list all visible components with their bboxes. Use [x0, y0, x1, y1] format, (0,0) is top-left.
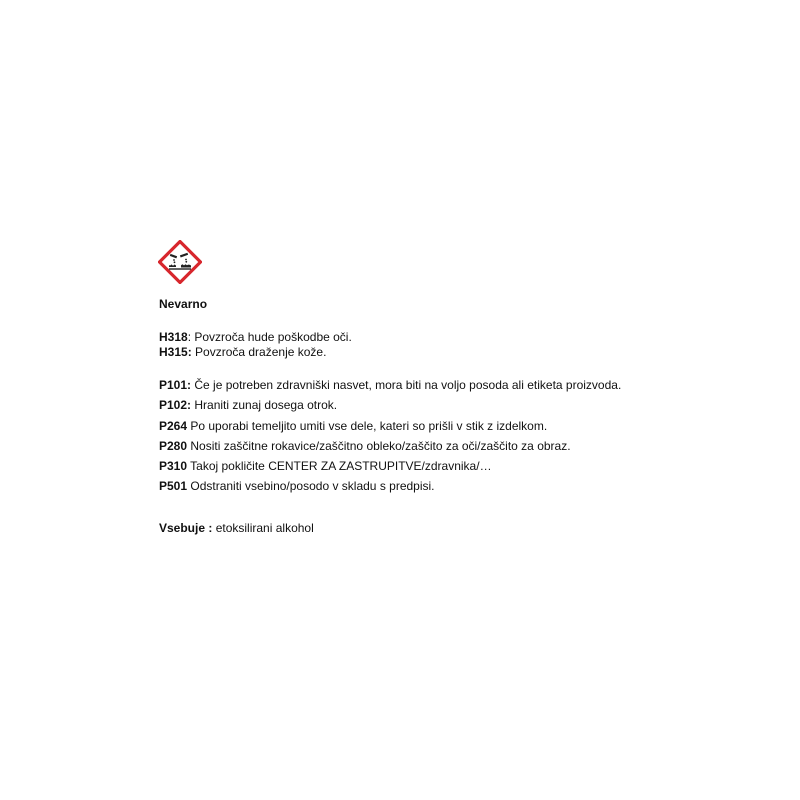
statement-code: P264	[159, 418, 188, 433]
precautionary-statement-p264	[159, 419, 719, 434]
hazard-statement-h315	[159, 345, 719, 360]
hazard-statements	[159, 330, 719, 360]
precautionary-statement-p310	[159, 459, 719, 474]
statement-text: Povzroča hude poškodbe oči.	[194, 330, 352, 344]
statement-text: Odstraniti vsebino/posodo v skladu s predpisi.	[190, 479, 435, 494]
statement-text: Če je potreben zdravniški nasvet, mora biti na voljo posoda ali etiketa proizvoda.	[194, 378, 622, 392]
precautionary-statement-p280	[159, 439, 719, 454]
precautionary-statements	[159, 378, 719, 494]
signal-word: Nevarno	[159, 297, 208, 311]
statement-text: Takoj pokličite CENTER ZA ZASTRUPITVE/zdravnika/…	[190, 459, 492, 474]
statement-code: P102:	[159, 398, 192, 413]
statement-separator: :	[187, 330, 195, 344]
precautionary-statement-p501	[159, 479, 719, 494]
statement-text: Nositi zaščitne rokavice/zaščitno obleko/zaščito za oči/zaščito za obraz.	[190, 438, 571, 453]
precautionary-statement-p102	[159, 398, 719, 413]
statement-code: P501	[159, 479, 188, 494]
statement-code: P280	[159, 438, 188, 453]
statement-code: H318	[159, 330, 188, 344]
statement-code: H315:	[159, 345, 192, 359]
contains-line	[159, 521, 719, 536]
statement-text: Povzroča draženje kože.	[195, 345, 327, 359]
contains-label: Vsebuje :	[159, 521, 213, 536]
contains-value: etoksilirani alkohol	[215, 521, 314, 536]
hazard-label	[159, 240, 719, 536]
corrosion-icon	[158, 240, 202, 284]
statement-code: P310	[159, 459, 188, 474]
precautionary-statement-p101	[159, 378, 719, 393]
statement-code: P101:	[159, 378, 192, 392]
statement-text: Hraniti zunaj dosega otrok.	[194, 398, 338, 413]
hazard-statement-h318	[159, 330, 719, 345]
statement-text: Po uporabi temeljito umiti vse dele, kateri so prišli v stik z izdelkom.	[190, 418, 548, 433]
